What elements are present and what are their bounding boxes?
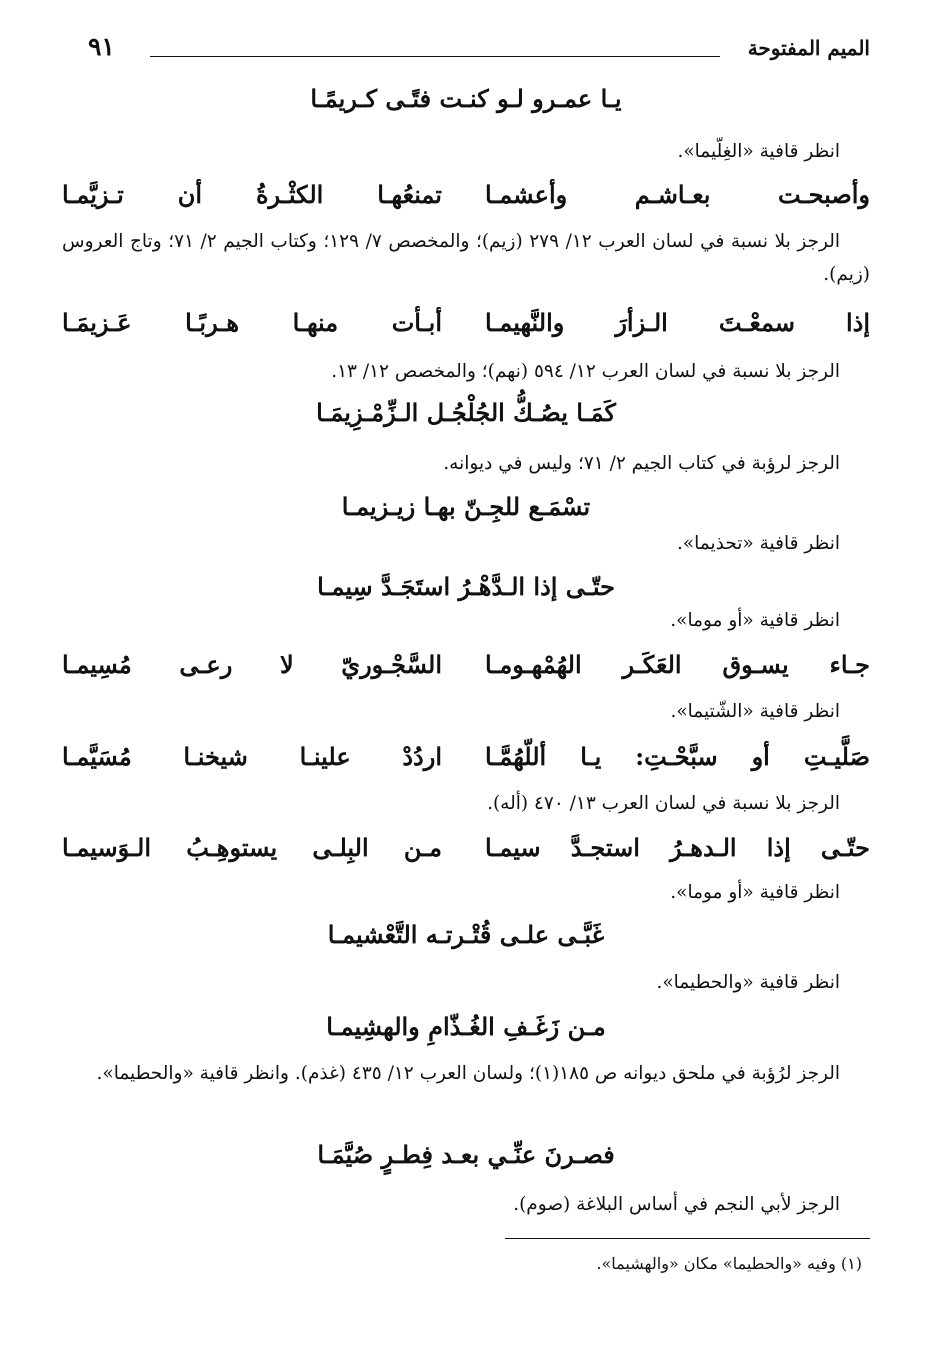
verse-line: فصـرنَ عنِّـي بعـد فِطـرٍ صُيَّمَـا xyxy=(317,1140,615,1169)
note-text: الرجز لرؤبة في كتاب الجيم ٢/ ٧١؛ وليس في ديوانه. xyxy=(443,453,840,474)
hemistich-first: إذا سمعْـتَ الـزأرَ والنَّهيمـا xyxy=(485,308,870,337)
hemistich-second: تمنعُهـا الكثْـرةُ أن تـزيَّمـا xyxy=(62,180,442,209)
verse-line: تسْمَـع للجِـنّ بهـا زيـزيمـا xyxy=(341,492,591,521)
hemistich-first: جـاء يسـوق العَكَـر الهُمْهـومـا xyxy=(485,650,870,679)
note-text: انظر قافية «أو موما». xyxy=(670,882,840,903)
couplet-line xyxy=(62,833,870,873)
note-text: الرجز بلا نسبة في لسان العرب ١٢/ ٢٧٩ (زيم)؛ والمخصص ٧/ ١٢٩؛ وكتاب الجيم ٢/ ٧١؛ وتاج العروس (زيم). xyxy=(62,231,870,285)
couplet-line xyxy=(62,308,870,348)
couplet-line xyxy=(62,742,870,782)
note-text: انظر قافية «تحذيما». xyxy=(676,533,840,554)
hemistich-second: مـن البِلـى يستوهِـبُ الـوَسيمـا xyxy=(62,833,442,862)
note-text: انظر قافية «أو موما». xyxy=(670,610,840,631)
note-text: انظر قافية «الغِلّيما». xyxy=(677,141,840,162)
hemistich-first: وأصبحـت بعـاشـم وأعشمـا xyxy=(485,180,870,209)
hemistich-second: أبـأت منهـا هـربًـا عَـزيمَـا xyxy=(62,308,442,337)
note-text: الرجز بلا نسبة في لسان العرب ١٣/ ٤٧٠ (أله). xyxy=(487,793,840,814)
page-header xyxy=(88,34,870,70)
verse-line: غَبَّـى علـى قُتْـرتـه التَّعْشيمـا xyxy=(327,920,605,949)
footnote-rule xyxy=(505,1238,870,1239)
hemistich-second: اردُدْ علينـا شيخنـا مُسَيَّمـا xyxy=(62,742,442,771)
couplet-line xyxy=(62,180,870,220)
hemistich-first: صَلَّيـتِ أو سبَّحْـتِ: يـا أللّهُمَّـا xyxy=(485,742,870,771)
verse-line: مـن زَغَـفِ الغُـذّامِ والهشِيمـا xyxy=(326,1012,606,1041)
note-text: الرجز لأبي النجم في أساس البلاغة (صوم). xyxy=(513,1194,840,1215)
note-text: الرجز لرُؤبة في ملحق ديوانه ص ١٨٥(١)؛ ولسان العرب ١٢/ ٤٣٥ (غذم). وانظر قافية «والحطيما». xyxy=(96,1063,840,1084)
note-text: الرجز بلا نسبة في لسان العرب ١٢/ ٥٩٤ (نهم)؛ والمخصص ١٢/ ١٣. xyxy=(331,361,840,382)
verse-line: حتّـى إذا الـدَّهْـرُ استَجَـدَّ سِيمـا xyxy=(317,572,615,601)
hemistich-first: حتّـى إذا الـدهـرُ استجـدَّ سيمـا xyxy=(485,833,870,862)
verse-1 xyxy=(62,84,870,124)
footnote: (١) وفيه «والحطيما» مكان «والهشيما». xyxy=(596,1254,862,1273)
note-text: انظر قافية «والحطيما». xyxy=(656,972,840,993)
verse-line: يـا عمـرو لـو كنـت فتًـى كـريمًـا xyxy=(310,84,622,113)
running-title: الميم المفتوحة xyxy=(747,36,870,60)
verse-line: كَمَـا يصُـكُّ الجُلْجُـل الـزِّمْـزِيمَـا xyxy=(316,398,616,427)
header-rule xyxy=(150,56,720,57)
couplet-line xyxy=(62,650,870,690)
hemistich-second: السَّجْـوريّ لا رعـى مُسِيمـا xyxy=(62,650,442,679)
note-text: انظر قافية «الشّتيما». xyxy=(670,701,840,722)
page-number: ٩١ xyxy=(88,32,115,61)
